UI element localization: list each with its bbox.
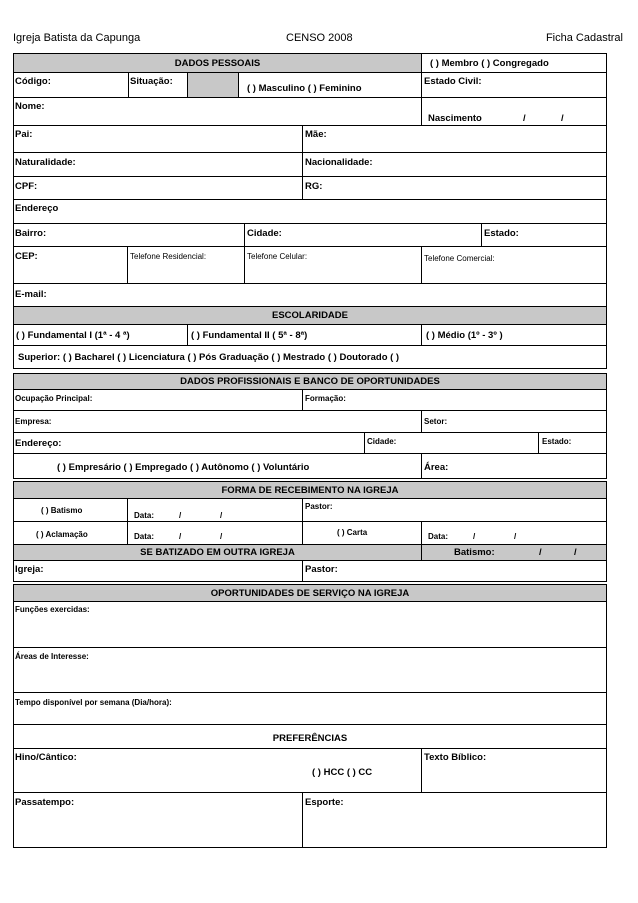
area-label: Área: (424, 462, 449, 473)
hino-label: Hino/Cântico: (15, 752, 77, 763)
section-header-batizado-outra-igreja (13, 544, 422, 561)
estado-civil-label: Estado Civil: (424, 76, 482, 87)
section-header-dados-profissionais (13, 373, 607, 390)
date-separator: / (473, 532, 476, 541)
igreja-field[interactable] (13, 560, 303, 582)
pastor-label: Pastor: (305, 564, 338, 575)
section-title: PREFERÊNCIAS (272, 733, 348, 744)
email-label: E-mail: (15, 289, 47, 300)
hcc-cc-options: ( ) HCC ( ) CC (312, 767, 373, 778)
church-name: Igreja Batista da Capunga (13, 32, 141, 44)
date-separator: / (220, 511, 223, 520)
telefone-comercial-field[interactable] (421, 246, 607, 284)
section-title: ESCOLARIDADE (271, 310, 348, 321)
date-separator: / (179, 511, 182, 520)
igreja-label: Igreja: (15, 564, 44, 575)
vinculo-options[interactable] (13, 453, 422, 479)
date-separator: / (220, 532, 223, 541)
pai-field[interactable] (13, 125, 303, 153)
date-separator: / (523, 113, 526, 124)
naturalidade-field[interactable] (13, 152, 303, 177)
form-title: Ficha Cadastral (545, 32, 623, 44)
areas-interesse-field[interactable] (13, 647, 607, 693)
passatempo-label: Passatempo: (15, 797, 75, 808)
endereco-profissional-label: Endereço: (15, 438, 62, 449)
superior-options[interactable] (13, 345, 607, 369)
date-separator: / (179, 532, 182, 541)
cpf-field[interactable] (13, 176, 303, 200)
aclamacao-data-field[interactable] (127, 521, 303, 545)
date-separator: / (514, 532, 517, 541)
tempo-disponivel-label: Tempo disponível por semana (Dia/hora): (15, 698, 172, 707)
nacionalidade-label: Nacionalidade: (305, 157, 373, 168)
estado-profissional-label: Estado: (542, 437, 572, 446)
bairro-label: Bairro: (15, 228, 47, 239)
estado-label: Estado: (484, 228, 519, 239)
cpf-label: CPF: (15, 181, 38, 192)
aclamacao-option[interactable] (13, 521, 128, 545)
vinculo-label: ( ) Empresário ( ) Empregado ( ) Autônomo ( ) Voluntário (57, 462, 310, 473)
batismo-date-label: Batismo: (454, 547, 495, 558)
cep-label: CEP: (15, 251, 38, 262)
section-header-recebimento (13, 481, 607, 499)
batismo-date-header[interactable] (421, 544, 607, 561)
tempo-disponivel-field[interactable] (13, 692, 607, 725)
situacao-shaded-box (187, 72, 239, 98)
batismo-label: ( ) Batismo (41, 506, 83, 515)
funcoes-field[interactable] (13, 601, 607, 648)
carta-option[interactable] (302, 521, 422, 545)
endereco-field[interactable] (13, 199, 607, 224)
section-header-escolaridade (13, 306, 607, 325)
section-title: SE BATIZADO EM OUTRA IGREJA (140, 547, 295, 558)
data-label: Data: (134, 532, 155, 541)
data-label: Data: (428, 532, 449, 541)
endereco-profissional-field[interactable] (13, 432, 365, 454)
aclamacao-label: ( ) Aclamação (36, 530, 88, 539)
nome-field[interactable] (13, 97, 422, 126)
fundamental-1-option[interactable] (13, 324, 188, 346)
medio-option[interactable] (421, 324, 607, 346)
nascimento-field[interactable] (421, 97, 607, 126)
telefone-residencial-label: Telefone Residencial: (130, 252, 207, 261)
fundamental-2-label: ( ) Fundamental II ( 5ª - 8ª) (191, 330, 308, 341)
registration-form (13, 53, 607, 848)
area-field[interactable] (421, 453, 607, 479)
esporte-label: Esporte: (305, 797, 344, 808)
texto-biblico-label: Texto Bíblico: (424, 752, 487, 763)
cidade-profissional-field[interactable] (364, 432, 539, 454)
pastor-outra-igreja-field[interactable] (302, 560, 607, 582)
section-title: DADOS PESSOAIS (174, 58, 261, 69)
date-separator: / (561, 113, 564, 124)
medio-label: ( ) Médio (1º - 3º ) (426, 330, 503, 341)
telefone-celular-field[interactable] (244, 246, 422, 284)
formacao-field[interactable] (302, 389, 607, 411)
codigo-label: Código: (15, 76, 51, 87)
membro-field[interactable] (421, 53, 607, 73)
empresa-field[interactable] (13, 410, 422, 433)
membro-label: ( ) Membro ( ) Congregado (430, 58, 549, 69)
pai-label: Pai: (15, 129, 33, 140)
section-header-preferencias (13, 724, 607, 749)
sexo-label: ( ) Masculino ( ) Feminino (247, 83, 362, 94)
cidade-profissional-label: Cidade: (367, 437, 397, 446)
endereco-label: Endereço (15, 203, 59, 214)
empresa-label: Empresa: (15, 417, 52, 426)
pastor-label: Pastor: (305, 502, 333, 511)
date-separator: / (574, 547, 577, 558)
sexo-field[interactable] (238, 72, 422, 98)
data-label: Data: (134, 511, 155, 520)
codigo-field[interactable] (13, 72, 129, 98)
batismo-option[interactable] (13, 498, 128, 522)
mae-label: Mãe: (305, 129, 327, 140)
esporte-field[interactable] (302, 792, 607, 848)
ocupacao-field[interactable] (13, 389, 303, 411)
census-title: CENSO 2008 (286, 32, 353, 44)
section-title: OPORTUNIDADES DE SERVIÇO NA IGREJA (210, 588, 410, 599)
passatempo-field[interactable] (13, 792, 303, 848)
cidade-field[interactable] (244, 223, 482, 247)
telefone-comercial-label: Telefone Comercial: (424, 254, 495, 263)
ocupacao-label: Ocupação Principal: (15, 394, 93, 403)
section-title: DADOS PROFISSIONAIS E BANCO DE OPORTUNIDADES (180, 376, 440, 387)
estado-civil-field[interactable] (421, 72, 607, 98)
hino-field[interactable] (13, 748, 422, 793)
estado-profissional-field[interactable] (538, 432, 607, 454)
rg-label: RG: (305, 181, 323, 192)
situacao-field[interactable] (128, 72, 188, 98)
naturalidade-label: Naturalidade: (15, 157, 76, 168)
carta-label: ( ) Carta (337, 528, 368, 537)
carta-data-field[interactable] (421, 521, 607, 545)
setor-label: Setor: (424, 417, 448, 426)
section-title: FORMA DE RECEBIMENTO NA IGREJA (221, 485, 399, 496)
areas-interesse-label: Áreas de Interesse: (15, 652, 89, 661)
bairro-field[interactable] (13, 223, 245, 247)
superior-label: Superior: ( ) Bacharel ( ) Licenciatura ( ) Pós Graduação ( ) Mestrado ( ) Doutorado ( ) (18, 352, 400, 363)
fundamental-1-label: ( ) Fundamental I (1ª - 4 ª) (16, 330, 130, 341)
cep-field[interactable] (13, 246, 128, 284)
nascimento-label: Nascimento (428, 113, 482, 124)
email-field[interactable] (13, 283, 607, 307)
nome-label: Nome: (15, 101, 45, 112)
texto-biblico-field[interactable] (421, 748, 607, 793)
rg-field[interactable] (302, 176, 607, 200)
fundamental-2-option[interactable] (187, 324, 422, 346)
batismo-data-field[interactable] (127, 498, 303, 522)
telefone-residencial-field[interactable] (127, 246, 245, 284)
formacao-label: Formação: (305, 394, 346, 403)
nacionalidade-field[interactable] (302, 152, 607, 177)
mae-field[interactable] (302, 125, 607, 153)
situacao-label: Situação: (130, 76, 173, 87)
section-header-dados-pessoais (13, 53, 422, 73)
cidade-label: Cidade: (247, 228, 282, 239)
pastor-recebimento-field[interactable] (302, 498, 607, 522)
date-separator: / (539, 547, 542, 558)
section-header-servico (13, 584, 607, 602)
estado-field[interactable] (481, 223, 607, 247)
telefone-celular-label: Telefone Celular: (247, 252, 308, 261)
setor-field[interactable] (421, 410, 607, 433)
funcoes-label: Funções exercidas: (15, 605, 90, 614)
